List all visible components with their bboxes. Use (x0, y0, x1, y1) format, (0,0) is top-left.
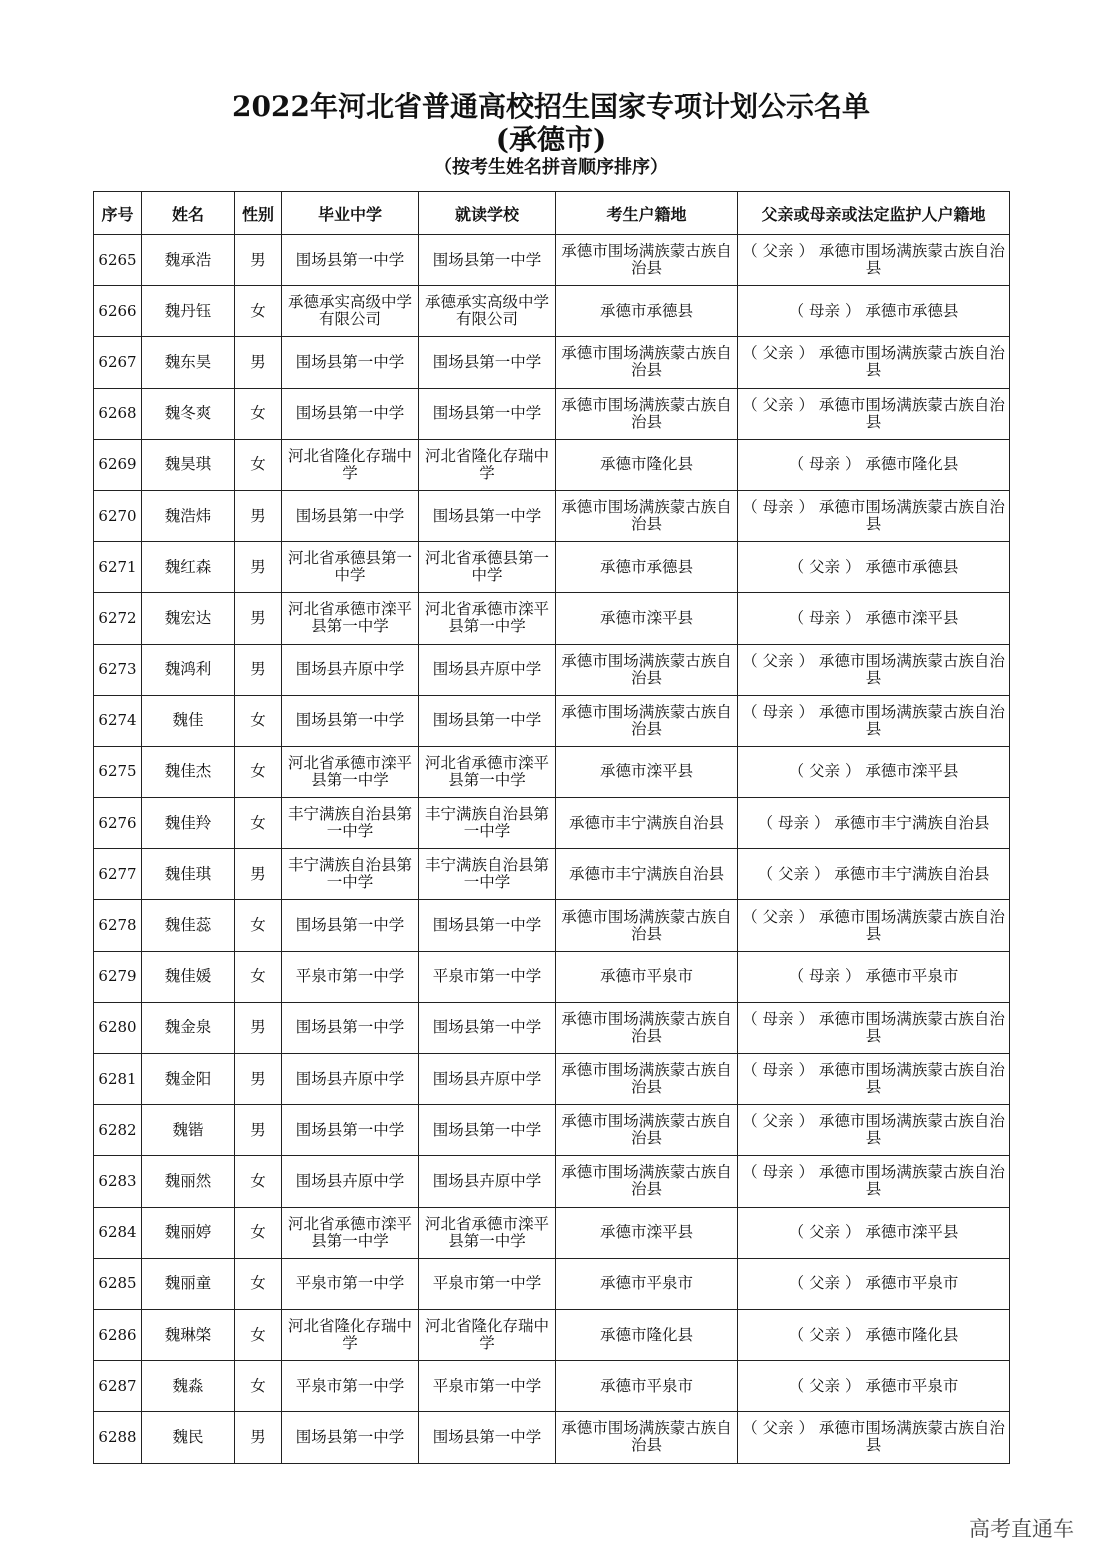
roster-table (93, 191, 1010, 1464)
cell-seq: 6284 (94, 1207, 142, 1258)
cell-seq: 6270 (94, 490, 142, 541)
cell-household: 承德市围场满族蒙古族自治县 (556, 1002, 738, 1053)
cell-name: 魏红森 (142, 542, 235, 593)
cell-guardian-household: （ 父亲 ） 承德市承德县 (738, 542, 1010, 593)
table-row (94, 900, 1010, 951)
cell-seq: 6287 (94, 1361, 142, 1412)
table-row (94, 798, 1010, 849)
header-gender: 性别 (235, 192, 282, 235)
cell-seq: 6282 (94, 1105, 142, 1156)
cell-current-school: 河北省承德市滦平县第一中学 (419, 593, 556, 644)
cell-household: 承德市隆化县 (556, 439, 738, 490)
cell-gender: 男 (235, 490, 282, 541)
cell-guardian-household: （ 父亲 ） 承德市围场满族蒙古族自治县 (738, 1105, 1010, 1156)
cell-name: 魏民 (142, 1412, 235, 1463)
cell-graduation-school: 围场县卉原中学 (282, 1054, 419, 1105)
table-row (94, 542, 1010, 593)
page-title: 2022年河北省普通高校招生国家专项计划公示名单 (232, 90, 870, 123)
cell-guardian-household: （ 父亲 ） 承德市丰宁满族自治县 (738, 849, 1010, 900)
cell-name: 魏琳棨 (142, 1309, 235, 1360)
cell-current-school: 河北省隆化存瑞中学 (419, 439, 556, 490)
cell-seq: 6281 (94, 1054, 142, 1105)
cell-guardian-household: （ 父亲 ） 承德市围场满族蒙古族自治县 (738, 644, 1010, 695)
watermark: 高考直通车 (969, 1517, 1074, 1541)
cell-name: 魏浩炜 (142, 490, 235, 541)
cell-current-school: 围场县第一中学 (419, 1412, 556, 1463)
header-graduation-school: 毕业中学 (282, 192, 419, 235)
cell-household: 承德市隆化县 (556, 1309, 738, 1360)
cell-name: 魏金阳 (142, 1054, 235, 1105)
cell-graduation-school: 围场县第一中学 (282, 1002, 419, 1053)
cell-current-school: 围场县卉原中学 (419, 1156, 556, 1207)
cell-gender: 男 (235, 235, 282, 286)
cell-household: 承德市丰宁满族自治县 (556, 849, 738, 900)
header-seq: 序号 (94, 192, 142, 235)
cell-graduation-school: 河北省承德市滦平县第一中学 (282, 746, 419, 797)
table-row (94, 746, 1010, 797)
table-row (94, 286, 1010, 337)
sort-note: （按考生姓名拼音顺序排序） (434, 157, 668, 178)
cell-guardian-household: （ 母亲 ） 承德市围场满族蒙古族自治县 (738, 695, 1010, 746)
cell-guardian-household: （ 母亲 ） 承德市围场满族蒙古族自治县 (738, 1002, 1010, 1053)
cell-household: 承德市围场满族蒙古族自治县 (556, 1156, 738, 1207)
cell-current-school: 丰宁满族自治县第一中学 (419, 849, 556, 900)
cell-guardian-household: （ 母亲 ） 承德市围场满族蒙古族自治县 (738, 490, 1010, 541)
table-row (94, 1412, 1010, 1463)
table-row (94, 490, 1010, 541)
cell-graduation-school: 围场县第一中学 (282, 235, 419, 286)
cell-graduation-school: 围场县第一中学 (282, 695, 419, 746)
cell-gender: 女 (235, 439, 282, 490)
cell-household: 承德市滦平县 (556, 1207, 738, 1258)
cell-seq: 6274 (94, 695, 142, 746)
cell-guardian-household: （ 父亲 ） 承德市隆化县 (738, 1309, 1010, 1360)
cell-name: 魏佳媛 (142, 951, 235, 1002)
cell-graduation-school: 河北省承德县第一中学 (282, 542, 419, 593)
cell-name: 魏佳 (142, 695, 235, 746)
cell-gender: 男 (235, 1412, 282, 1463)
cell-name: 魏鸿利 (142, 644, 235, 695)
cell-gender: 男 (235, 1105, 282, 1156)
cell-gender: 女 (235, 1309, 282, 1360)
cell-guardian-household: （ 父亲 ） 承德市滦平县 (738, 746, 1010, 797)
cell-guardian-household: （ 母亲 ） 承德市围场满族蒙古族自治县 (738, 1156, 1010, 1207)
cell-current-school: 河北省承德市滦平县第一中学 (419, 1207, 556, 1258)
cell-gender: 男 (235, 337, 282, 388)
cell-seq: 6276 (94, 798, 142, 849)
cell-guardian-household: （ 母亲 ） 承德市滦平县 (738, 593, 1010, 644)
cell-household: 承德市围场满族蒙古族自治县 (556, 1412, 738, 1463)
table-row (94, 1309, 1010, 1360)
cell-name: 魏冬爽 (142, 388, 235, 439)
cell-gender: 男 (235, 1054, 282, 1105)
cell-gender: 女 (235, 388, 282, 439)
cell-seq: 6275 (94, 746, 142, 797)
cell-current-school: 平泉市第一中学 (419, 951, 556, 1002)
cell-seq: 6265 (94, 235, 142, 286)
cell-household: 承德市围场满族蒙古族自治县 (556, 337, 738, 388)
cell-name: 魏丹钰 (142, 286, 235, 337)
header-current-school: 就读学校 (419, 192, 556, 235)
table-row (94, 951, 1010, 1002)
cell-household: 承德市承德县 (556, 286, 738, 337)
table-header-row (94, 192, 1010, 235)
cell-name: 魏佳杰 (142, 746, 235, 797)
header-name: 姓名 (142, 192, 235, 235)
table-row (94, 235, 1010, 286)
header-guardian-household: 父亲或母亲或法定监护人户籍地 (738, 192, 1010, 235)
cell-graduation-school: 围场县卉原中学 (282, 644, 419, 695)
cell-current-school: 河北省承德县第一中学 (419, 542, 556, 593)
cell-graduation-school: 河北省承德市滦平县第一中学 (282, 593, 419, 644)
cell-graduation-school: 围场县第一中学 (282, 490, 419, 541)
cell-seq: 6269 (94, 439, 142, 490)
cell-household: 承德市围场满族蒙古族自治县 (556, 235, 738, 286)
cell-gender: 女 (235, 798, 282, 849)
header-household: 考生户籍地 (556, 192, 738, 235)
cell-guardian-household: （ 母亲 ） 承德市丰宁满族自治县 (738, 798, 1010, 849)
cell-gender: 女 (235, 1258, 282, 1309)
cell-seq: 6267 (94, 337, 142, 388)
cell-graduation-school: 河北省承德市滦平县第一中学 (282, 1207, 419, 1258)
page-subtitle: (承德市) (495, 123, 607, 156)
cell-guardian-household: （ 母亲 ） 承德市承德县 (738, 286, 1010, 337)
table-row (94, 849, 1010, 900)
cell-name: 魏佳蕊 (142, 900, 235, 951)
cell-graduation-school: 围场县第一中学 (282, 337, 419, 388)
cell-name: 魏佳羚 (142, 798, 235, 849)
cell-guardian-household: （ 父亲 ） 承德市围场满族蒙古族自治县 (738, 1412, 1010, 1463)
cell-current-school: 围场县卉原中学 (419, 644, 556, 695)
table-row (94, 593, 1010, 644)
cell-guardian-household: （ 父亲 ） 承德市围场满族蒙古族自治县 (738, 337, 1010, 388)
table-body (94, 235, 1010, 1464)
cell-seq: 6273 (94, 644, 142, 695)
cell-household: 承德市平泉市 (556, 1258, 738, 1309)
table-row (94, 1105, 1010, 1156)
cell-name: 魏佳琪 (142, 849, 235, 900)
cell-guardian-household: （ 父亲 ） 承德市平泉市 (738, 1258, 1010, 1309)
cell-seq: 6280 (94, 1002, 142, 1053)
cell-household: 承德市丰宁满族自治县 (556, 798, 738, 849)
cell-name: 魏淼 (142, 1361, 235, 1412)
cell-household: 承德市滦平县 (556, 593, 738, 644)
table-row (94, 695, 1010, 746)
cell-graduation-school: 围场县第一中学 (282, 1412, 419, 1463)
cell-current-school: 承德承实高级中学有限公司 (419, 286, 556, 337)
cell-seq: 6288 (94, 1412, 142, 1463)
cell-seq: 6285 (94, 1258, 142, 1309)
cell-gender: 女 (235, 900, 282, 951)
cell-seq: 6283 (94, 1156, 142, 1207)
table-row (94, 1361, 1010, 1412)
cell-current-school: 围场县第一中学 (419, 1002, 556, 1053)
cell-guardian-household: （ 母亲 ） 承德市平泉市 (738, 951, 1010, 1002)
cell-current-school: 河北省承德市滦平县第一中学 (419, 746, 556, 797)
cell-graduation-school: 承德承实高级中学有限公司 (282, 286, 419, 337)
cell-gender: 女 (235, 951, 282, 1002)
cell-seq: 6272 (94, 593, 142, 644)
cell-guardian-household: （ 母亲 ） 承德市隆化县 (738, 439, 1010, 490)
cell-graduation-school: 围场县第一中学 (282, 388, 419, 439)
cell-current-school: 围场县第一中学 (419, 388, 556, 439)
table-row (94, 644, 1010, 695)
table-row (94, 1156, 1010, 1207)
cell-gender: 女 (235, 695, 282, 746)
cell-current-school: 河北省隆化存瑞中学 (419, 1309, 556, 1360)
cell-household: 承德市围场满族蒙古族自治县 (556, 695, 738, 746)
cell-guardian-household: （ 父亲 ） 承德市围场满族蒙古族自治县 (738, 388, 1010, 439)
cell-name: 魏东昊 (142, 337, 235, 388)
cell-graduation-school: 平泉市第一中学 (282, 951, 419, 1002)
cell-gender: 女 (235, 746, 282, 797)
table-row (94, 1002, 1010, 1053)
cell-seq: 6277 (94, 849, 142, 900)
cell-guardian-household: （ 父亲 ） 承德市平泉市 (738, 1361, 1010, 1412)
cell-household: 承德市平泉市 (556, 1361, 738, 1412)
cell-current-school: 围场县第一中学 (419, 900, 556, 951)
cell-graduation-school: 河北省隆化存瑞中学 (282, 439, 419, 490)
cell-guardian-household: （ 父亲 ） 承德市围场满族蒙古族自治县 (738, 900, 1010, 951)
cell-name: 魏昊琪 (142, 439, 235, 490)
cell-guardian-household: （ 母亲 ） 承德市围场满族蒙古族自治县 (738, 1054, 1010, 1105)
cell-graduation-school: 围场县卉原中学 (282, 1156, 419, 1207)
cell-name: 魏丽婷 (142, 1207, 235, 1258)
cell-household: 承德市围场满族蒙古族自治县 (556, 1054, 738, 1105)
cell-name: 魏金泉 (142, 1002, 235, 1053)
cell-graduation-school: 平泉市第一中学 (282, 1258, 419, 1309)
cell-gender: 女 (235, 1207, 282, 1258)
cell-name: 魏丽童 (142, 1258, 235, 1309)
cell-gender: 男 (235, 849, 282, 900)
cell-household: 承德市承德县 (556, 542, 738, 593)
cell-household: 承德市平泉市 (556, 951, 738, 1002)
cell-gender: 男 (235, 1002, 282, 1053)
cell-name: 魏承浩 (142, 235, 235, 286)
cell-graduation-school: 围场县第一中学 (282, 1105, 419, 1156)
cell-seq: 6279 (94, 951, 142, 1002)
cell-name: 魏宏达 (142, 593, 235, 644)
cell-name: 魏丽然 (142, 1156, 235, 1207)
cell-gender: 男 (235, 644, 282, 695)
cell-guardian-household: （ 父亲 ） 承德市围场满族蒙古族自治县 (738, 235, 1010, 286)
cell-gender: 女 (235, 286, 282, 337)
cell-current-school: 围场县第一中学 (419, 337, 556, 388)
cell-graduation-school: 丰宁满族自治县第一中学 (282, 849, 419, 900)
cell-current-school: 围场县第一中学 (419, 1105, 556, 1156)
cell-current-school: 丰宁满族自治县第一中学 (419, 798, 556, 849)
table-row (94, 337, 1010, 388)
table-row (94, 1054, 1010, 1105)
table-row (94, 1207, 1010, 1258)
cell-gender: 女 (235, 1156, 282, 1207)
cell-graduation-school: 围场县第一中学 (282, 900, 419, 951)
cell-current-school: 平泉市第一中学 (419, 1361, 556, 1412)
cell-seq: 6278 (94, 900, 142, 951)
table-row (94, 388, 1010, 439)
cell-current-school: 平泉市第一中学 (419, 1258, 556, 1309)
cell-current-school: 围场县卉原中学 (419, 1054, 556, 1105)
cell-household: 承德市围场满族蒙古族自治县 (556, 900, 738, 951)
cell-name: 魏锴 (142, 1105, 235, 1156)
cell-graduation-school: 丰宁满族自治县第一中学 (282, 798, 419, 849)
cell-gender: 女 (235, 1361, 282, 1412)
table-row (94, 439, 1010, 490)
cell-graduation-school: 平泉市第一中学 (282, 1361, 419, 1412)
cell-household: 承德市围场满族蒙古族自治县 (556, 644, 738, 695)
cell-current-school: 围场县第一中学 (419, 695, 556, 746)
cell-household: 承德市围场满族蒙古族自治县 (556, 388, 738, 439)
cell-gender: 男 (235, 542, 282, 593)
cell-seq: 6286 (94, 1309, 142, 1360)
cell-current-school: 围场县第一中学 (419, 490, 556, 541)
cell-current-school: 围场县第一中学 (419, 235, 556, 286)
cell-graduation-school: 河北省隆化存瑞中学 (282, 1309, 419, 1360)
cell-seq: 6266 (94, 286, 142, 337)
cell-guardian-household: （ 父亲 ） 承德市滦平县 (738, 1207, 1010, 1258)
cell-gender: 男 (235, 593, 282, 644)
cell-seq: 6268 (94, 388, 142, 439)
cell-seq: 6271 (94, 542, 142, 593)
cell-household: 承德市滦平县 (556, 746, 738, 797)
table-row (94, 1258, 1010, 1309)
cell-household: 承德市围场满族蒙古族自治县 (556, 1105, 738, 1156)
cell-household: 承德市围场满族蒙古族自治县 (556, 490, 738, 541)
